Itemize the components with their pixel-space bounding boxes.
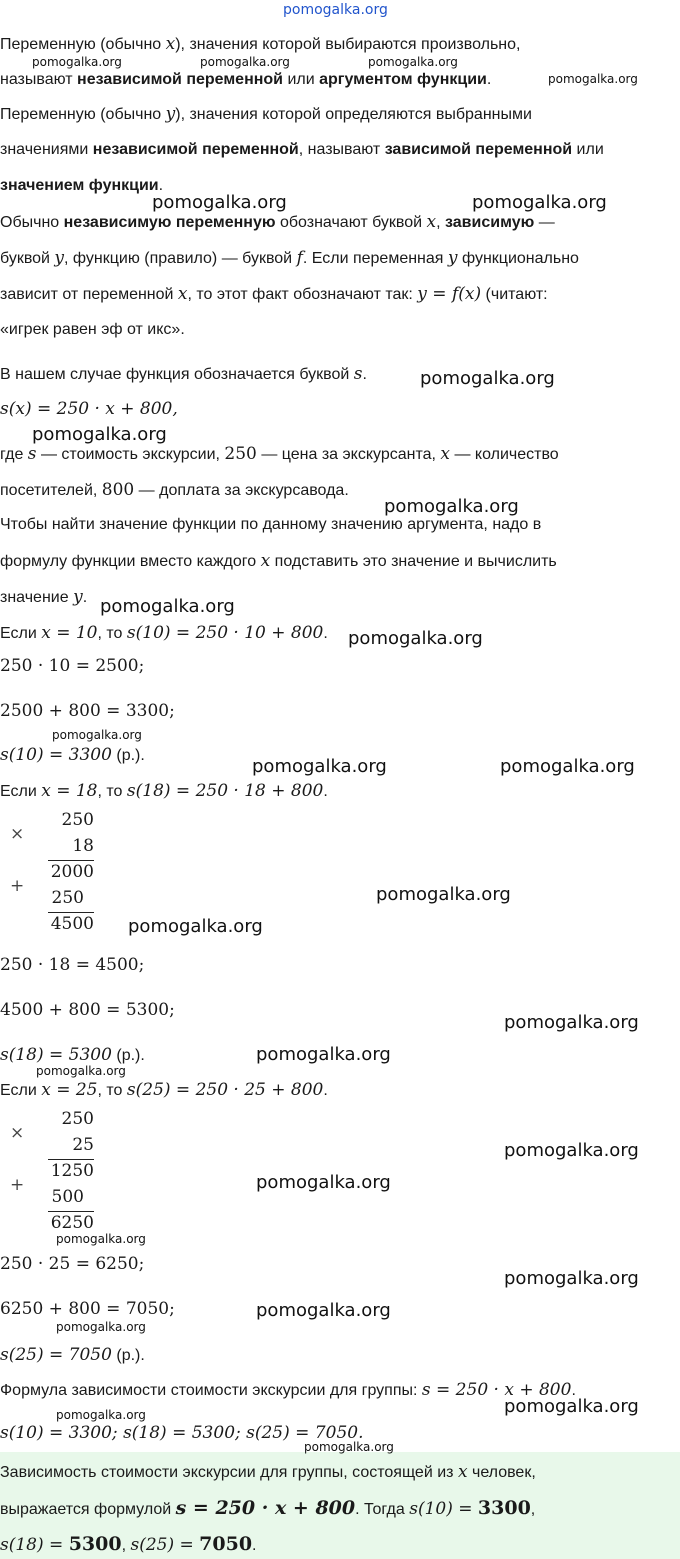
p1-line1: Переменную (обычно x), значения которой выбираются произвольно,: [0, 34, 521, 54]
partial-product-2: 500: [51, 1187, 84, 1207]
partial-product-2: 250: [51, 888, 84, 908]
partial-product-1: 1250: [50, 1161, 94, 1181]
p3-line2: буквой y, функцию (правило) — буквой f. Если переменная y функционально: [0, 248, 579, 268]
answer-box: [0, 1452, 680, 1559]
summary-formula: Формула зависимости стоимости экскурсии для группы: s = 250 · x + 800.: [0, 1380, 576, 1400]
multiplicand: 250: [61, 1109, 94, 1129]
watermark: pomogalka.org: [52, 728, 142, 742]
watermark: pomogalka.org: [348, 628, 483, 649]
watermark: pomogalka.org: [368, 55, 458, 69]
p2-line3: значением функции.: [0, 177, 164, 194]
multiplier: 25: [72, 1135, 94, 1155]
watermark: pomogalka.org: [56, 1232, 146, 1246]
p6-line3: значение y.: [0, 587, 88, 607]
watermark: pomogalka.org: [256, 1044, 391, 1065]
watermark: pomogalka.org: [376, 884, 511, 905]
watermark: pomogalka.org: [56, 1408, 146, 1422]
case25-heading: Если x = 25, то s(25) = 250 · 25 + 800.: [0, 1080, 328, 1100]
main-formula: s(x) = 250 · x + 800,: [0, 399, 178, 419]
product: 4500: [50, 914, 94, 934]
watermark: pomogalka.org: [32, 424, 167, 445]
case10-line1: 250 · 10 = 2500;: [0, 656, 145, 676]
p5-line2: посетителей, 800 — доплата за экскурсавода.: [0, 480, 349, 500]
watermark: pomogalka.org: [504, 1268, 639, 1289]
watermark: pomogalka.org: [304, 1440, 394, 1454]
answer-line3: s(18) = 5300, s(25) = 7050.: [0, 1533, 257, 1555]
summary-values: s(10) = 3300; s(18) = 5300; s(25) = 7050.: [0, 1423, 364, 1443]
watermark: pomogalka.org: [256, 1172, 391, 1193]
case25-line2: 6250 + 800 = 7050;: [0, 1299, 175, 1319]
watermark: pomogalka.org: [420, 368, 555, 389]
watermark: pomogalka.org: [504, 1012, 639, 1033]
p2-line1: Переменную (обычно y), значения которой определяются выбранными: [0, 104, 532, 124]
case25-result: s(25) = 7050 (р.).: [0, 1345, 145, 1365]
partial-product-1: 2000: [50, 862, 94, 882]
p4-line: В нашем случае функция обозначается буквой s.: [0, 364, 367, 384]
product: 6250: [50, 1213, 94, 1233]
plus-sign: +: [10, 876, 25, 896]
watermark: pomogalka.org: [36, 1064, 126, 1078]
watermark: pomogalka.org: [200, 55, 290, 69]
watermark: pomogalka.org: [472, 192, 607, 213]
times-sign: ×: [10, 1123, 25, 1143]
p1-line2: называют независимой переменной или аргументом функции.: [0, 71, 492, 88]
case25-column-multiplication: [0, 1107, 100, 1237]
case10-result: s(10) = 3300 (р.).: [0, 745, 145, 765]
case18-heading: Если x = 18, то s(18) = 250 · 18 + 800.: [0, 781, 328, 801]
case18-line2: 4500 + 800 = 5300;: [0, 1000, 175, 1020]
watermark: pomogalka.org: [128, 916, 263, 937]
watermark-top: pomogalka.org: [283, 2, 388, 18]
case18-result: s(18) = 5300 (р.).: [0, 1045, 145, 1065]
p6-line1: Чтобы найти значение функции по данному значению аргумента, надо в: [0, 516, 542, 533]
watermark: pomogalka.org: [100, 596, 235, 617]
times-sign: ×: [10, 824, 25, 844]
watermark: pomogalka.org: [504, 1396, 639, 1417]
watermark: pomogalka.org: [56, 1320, 146, 1334]
calc-line: [48, 1159, 94, 1160]
plus-sign: +: [10, 1175, 25, 1195]
case25-line1: 250 · 25 = 6250;: [0, 1254, 145, 1274]
multiplier: 18: [72, 836, 94, 856]
p2-line2: значениями независимой переменной, называют зависимой переменной или: [0, 141, 604, 158]
p5-line1: где s — стоимость экскурсии, 250 — цена за экскурсанта, x — количество: [0, 444, 559, 464]
case18-line1: 250 · 18 = 4500;: [0, 955, 145, 975]
calc-line: [48, 912, 94, 913]
watermark: pomogalka.org: [152, 192, 287, 213]
watermark: pomogalka.org: [548, 72, 638, 86]
watermark: pomogalka.org: [504, 1140, 639, 1161]
watermark: pomogalka.org: [256, 1300, 391, 1321]
watermark: pomogalka.org: [500, 756, 635, 777]
answer-line1: Зависимость стоимости экскурсии для группы, состоящей из x человек,: [0, 1462, 536, 1482]
p3-line4: «игрек равен эф от икс».: [0, 321, 185, 338]
calc-line: [48, 860, 94, 861]
case10-line2: 2500 + 800 = 3300;: [0, 701, 175, 721]
p6-line2: формулу функции вместо каждого x подставить это значение и вычислить: [0, 551, 557, 571]
case18-column-multiplication: [0, 808, 100, 938]
watermark: pomogalka.org: [384, 496, 519, 517]
answer-line2: выражается формулой s = 250 · x + 800. Тогда s(10) = 3300,: [0, 1497, 536, 1519]
calc-line: [48, 1211, 94, 1212]
case10-heading: Если x = 10, то s(10) = 250 · 10 + 800.: [0, 623, 328, 643]
p3-line3: зависит от переменной x, то этот факт обозначают так: y = f(x) (читают:: [0, 284, 548, 304]
multiplicand: 250: [61, 810, 94, 830]
watermark: pomogalka.org: [32, 55, 122, 69]
watermark: pomogalka.org: [252, 756, 387, 777]
p3-line1: Обычно независимую переменную обозначают буквой x, зависимую —: [0, 212, 555, 232]
